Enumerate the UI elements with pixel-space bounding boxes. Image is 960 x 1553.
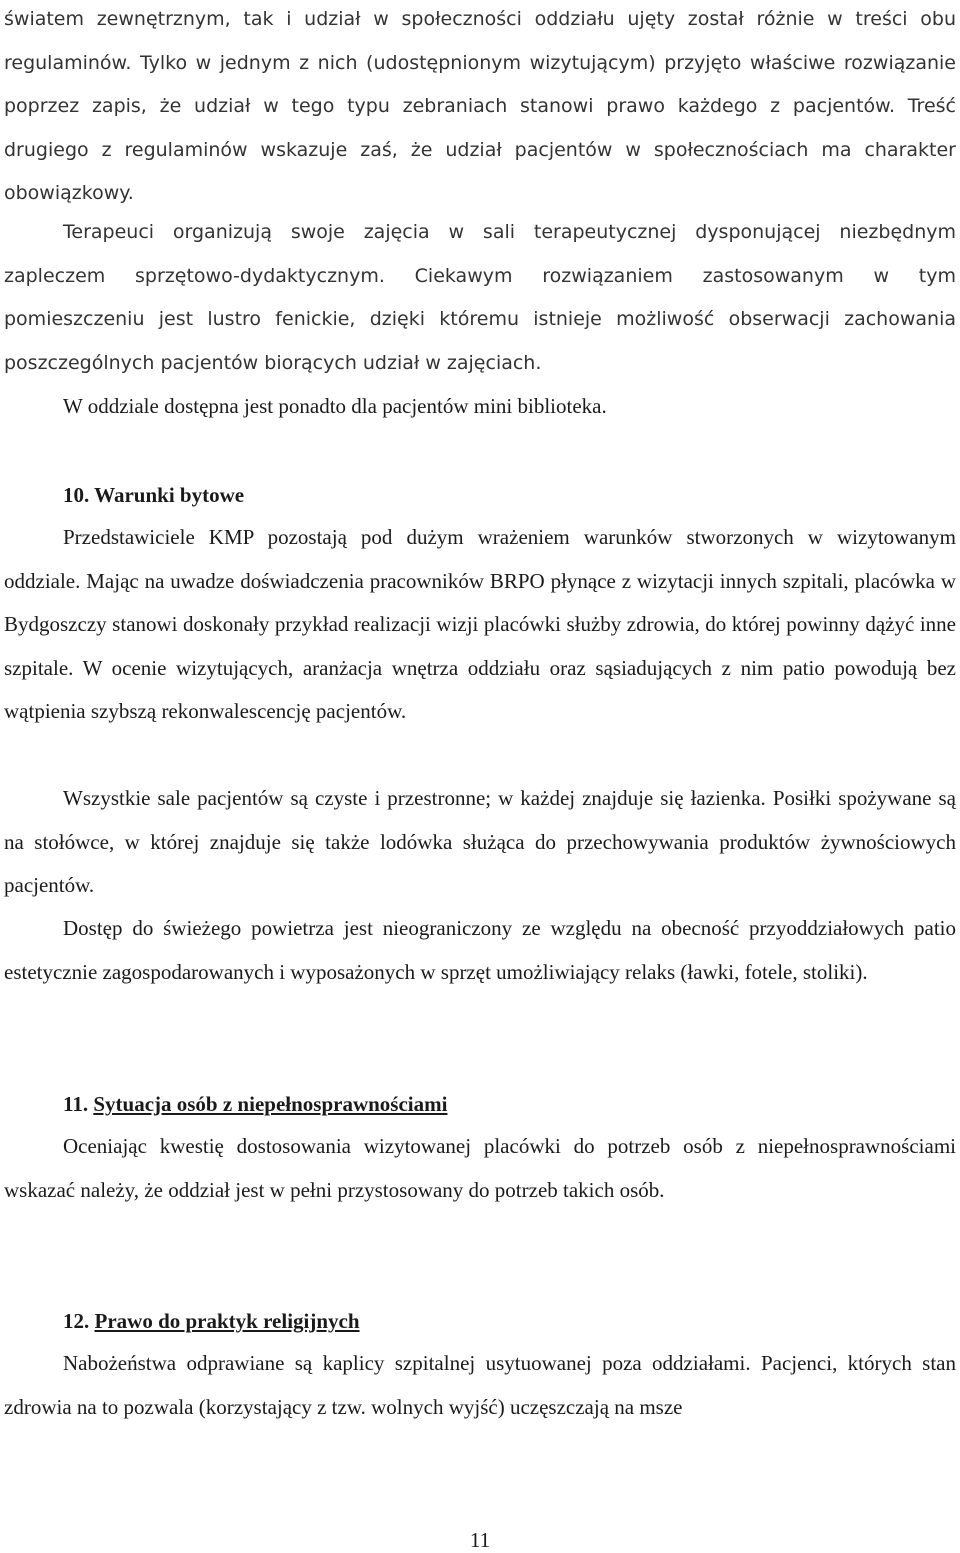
- paragraph-living-conditions: Przedstawiciele KMP pozostają pod dużym wrażeniem warunków stworzonych w wizytowanym oddziale. Mając na uwadze doświadczenia pracowników BRPO płynące z wizytacji innych szpitali, placówka w Bydgoszczy stanowi doskonały przykład realizacji wizji placówki służby zdrowia, do której powinny dążyć inne szpitale. W ocenie wizytujących, aranżacja wnętrza oddziału oraz sąsiadujących z nim patio powodują bez wątpienia szybszą rekonwalescencję pacjentów.: [4, 525, 956, 723]
- page-number: 11: [469, 1528, 491, 1552]
- section-number: 10.: [63, 483, 90, 507]
- section-number: 12.: [63, 1309, 90, 1333]
- section-title: Sytuacja osób z niepełnosprawnościami: [93, 1092, 448, 1116]
- paragraph-rooms: Wszystkie sale pacjentów są czyste i przestronne; w każdej znajduje się łazienka. Posiłki spożywane są na stołówce, w której znajduje się także lodówka służąca do przechowywania produktów żywnościowych pacjentów.: [4, 786, 956, 897]
- paragraph-religious-practices: Nabożeństwa odprawiane są kaplicy szpitalnej usytuowanej poza oddziałami. Pacjenci, których stan zdrowia na to pozwala (korzystający z tzw. wolnych wyjść) uczęszczają na msze: [4, 1351, 956, 1419]
- section-heading-12: [63, 1306, 360, 1336]
- paragraph-disabilities: Oceniając kwestię dostosowania wizytowanej placówki do potrzeb osób z niepełnosprawnościami wskazać należy, że oddział jest w pełni przystosowany do potrzeb takich osób.: [4, 1134, 956, 1202]
- paragraph-fresh-air: Dostęp do świeżego powietrza jest nieograniczony ze względu na obecność przyoddziałowych patio estetycznie zagospodarowanych i wyposażonych w sprzęt umożliwiający relaks (ławki, fotele, stoliki).: [4, 916, 956, 984]
- section-title: Warunki bytowe: [94, 483, 245, 507]
- paragraph-library: W oddziale dostępna jest ponadto dla pacjentów mini biblioteka.: [63, 394, 607, 418]
- section-title: Prawo do praktyk religijnych: [94, 1309, 360, 1333]
- section-number: 11.: [63, 1092, 89, 1116]
- section-heading-11: [63, 1089, 447, 1119]
- paragraph-therapy-room: Terapeuci organizują swoje zajęcia w sali terapeutycznej dysponującej niezbędnym zapleczem sprzętowo-dydaktycznym. Ciekawym rozwiązaniem zastosowanym w tym pomieszczeniu jest lustro fenickie, dzięki któremu istnieje możliwość obserwacji zachowania poszczególnych pacjentów biorących udział w zajęciach.: [4, 221, 956, 374]
- paragraph-regulations: światem zewnętrznym, tak i udział w społeczności oddziału ujęty został różnie w treści obu regulaminów. Tylko w jednym z nich (udostępnionym wizytującym) przyjęto właściwe rozwiązanie poprzez zapis, że udział w tego typu zebraniach stanowi prawo każdego z pacjentów. Treść drugiego z regulaminów wskazuje zaś, że udział pacjentów w społecznościach ma charakter obowiązkowy.: [4, 8, 956, 204]
- section-heading-10: [63, 480, 244, 510]
